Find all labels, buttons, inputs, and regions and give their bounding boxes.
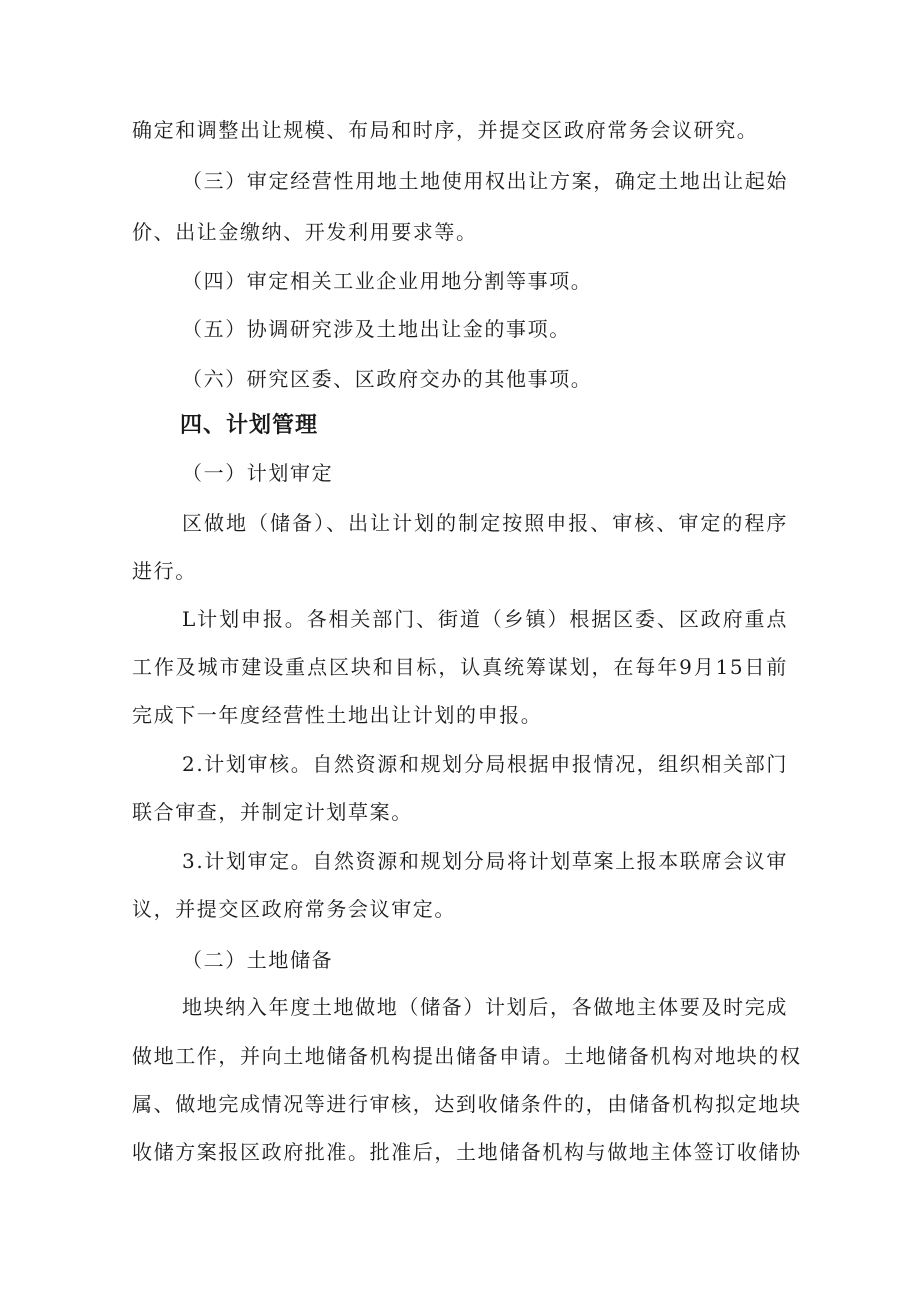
- section-heading: 四、计划管理: [180, 413, 319, 438]
- paragraph-line: 做地工作，并向土地储备机构提出储备申请。土地储备机构对地块的权: [132, 1044, 802, 1068]
- paragraph-line: 价、出让金缴纳、开发利用要求等。: [132, 220, 478, 244]
- paragraph-line: 3.计划审定。自然资源和规划分局将计划草案上报本联席会议审: [182, 849, 788, 873]
- paragraph-line: L计划申报。各相关部门、街道（乡镇）根据区委、区政府重点: [182, 607, 788, 631]
- paragraph-line: 2.计划审核。自然资源和规划分局根据申报情况，组织相关部门: [182, 752, 788, 776]
- paragraph-line: 议，并提交区政府常务会议审定。: [132, 897, 456, 921]
- paragraph-line: 区做地（储备）、出让计划的制定按照申报、审核、审定的程序: [182, 511, 788, 535]
- paragraph-line: 地块纳入年度土地做地（储备）计划后，各做地主体要及时完成: [182, 995, 788, 1019]
- paragraph-line: （三）审定经营性用地土地使用权出让方案，确定土地出让起始: [182, 169, 788, 193]
- paragraph-line: （四）审定相关工业企业用地分割等事项。: [182, 269, 593, 293]
- paragraph-line: （五）协调研究涉及土地出让金的事项。: [182, 317, 571, 341]
- paragraph-line: 完成下一年度经营性土地出让计划的申报。: [132, 703, 543, 727]
- paragraph-line: 属、做地完成情况等进行审核，达到收储条件的，由储备机构拟定地块: [132, 1092, 802, 1116]
- paragraph-line: 进行。: [132, 559, 197, 583]
- paragraph-line: 联合审查，并制定计划草案。: [132, 800, 413, 824]
- subsection-heading: （一）计划审定: [182, 461, 334, 485]
- subsection-heading: （二）土地储备: [182, 948, 334, 972]
- paragraph-line: （六）研究区委、区政府交办的其他事项。: [182, 367, 593, 391]
- paragraph-line: 确定和调整出让规模、布局和时序，并提交区政府常务会议研究。: [132, 118, 759, 142]
- paragraph-line: 收储方案报区政府批准。批准后，土地储备机构与做地主体签订收储协: [132, 1140, 802, 1164]
- paragraph-line: 工作及城市建设重点区块和目标，认真统筹谋划，在每年9月15日前: [132, 655, 788, 679]
